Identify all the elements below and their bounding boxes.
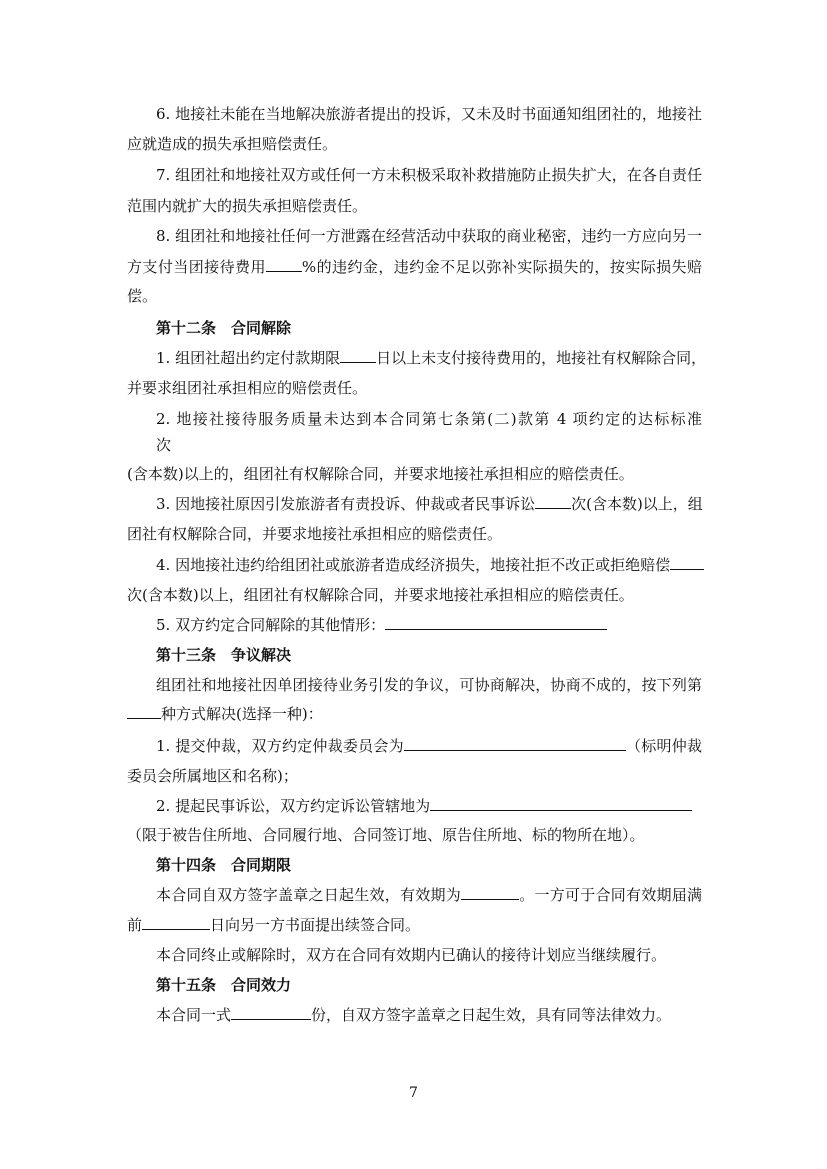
text-line: 偿。 [127,287,158,305]
text-line: 1. 组团社超出约定付款期限 日以上未支付接待费用的，地接社有权解除合同， [156,349,707,367]
text-line: 7. 组团社和地接社双方或任何一方未积极采取补救措施防止损失扩大，在各自责任 [156,166,702,184]
fill-in-blank [266,257,302,272]
text-line: 应就造成的损失承担赔偿责任。 [127,135,338,153]
fill-in-blank [385,615,607,630]
fill-in-blank [231,1005,311,1020]
page-number: 7 [409,1085,418,1101]
text-line: 本合同一式 份，自双方签字盖章之日起生效，具有同等法律效力。 [156,1006,672,1024]
text-line: 次(含本数)以上，组团社有权解除合同，并要求地接社承担相应的赔偿责任。 [127,586,634,604]
text-line: 8. 组团社和地接社任何一方泄露在经营活动中获取的商业秘密，违约一方应向另一 [156,227,702,245]
fill-in-blank [461,885,519,900]
text-line: 本合同自双方签字盖章之日起生效，有效期为 。一方可于合同有效期届满 [156,886,702,904]
text-line: （限于被告住所地、合同履行地、合同签订地、原告住所地、标的物所在地）。 [127,826,645,844]
text-line: 前 日向另一方书面提出续签合同。 [127,916,421,934]
text-line: 团社有权解除合同，并要求地接社承担相应的赔偿责任。 [127,525,503,543]
fill-in-blank [127,704,161,719]
text-line: 范围内就扩大的损失承担赔偿责任。 [127,197,368,215]
fill-in-blank [404,736,626,751]
section-heading: 第十二条 合同解除 [156,319,292,337]
fill-in-blank [670,555,704,570]
fill-in-blank [535,494,571,509]
text-line: 本合同终止或解除时，双方在合同有效期内已确认的接待计划应当继续履行。 [156,946,667,964]
text-line: 3. 因地接社原因引发旅游者有责投诉、仲裁或者民事诉讼 次(含本数)以上，组 [156,495,703,513]
text-line: 方支付当团接待费用 %的违约金，违约金不足以弥补实际损失的，按实际损失赔 [127,258,702,276]
text-line: 2. 提起民事诉讼，双方约定诉讼管辖地为 [156,796,702,816]
text-line: 2. 地接社接待服务质量未达到本合同第七条第(二)款第 4 项约定的达标标准 [156,410,702,428]
fill-in-blank [340,348,376,363]
fill-in-blank [142,915,210,930]
fill-in-blank [430,796,692,811]
text-line: 次 [156,436,172,454]
text-line: 4. 因地接社违约给组团社或旅游者造成经济损失，地接社拒不改正或拒绝赔偿 [156,555,702,575]
text-line: 委员会所属地区和名称)； [127,767,298,785]
text-line: 1. 提交仲裁，双方约定仲裁委员会为 （标明仲裁 [156,737,702,755]
section-heading: 第十四条 合同期限 [156,856,292,874]
text-line: 并要求组团社承担相应的赔偿责任。 [127,379,368,397]
text-line: 5. 双方约定合同解除的其他情形： [156,615,702,635]
text-line: (含本数)以上的，组团社有权解除合同，并要求地接社承担相应的赔偿责任。 [127,465,634,483]
section-heading: 第十三条 争议解决 [156,646,292,664]
text-line: 种方式解决(选择一种)： [127,704,702,724]
section-heading: 第十五条 合同效力 [156,976,292,994]
text-line: 6. 地接社未能在当地解决旅游者提出的投诉，又未及时书面通知组团社的，地接社 [156,105,702,123]
text-line: 组团社和地接社因单团接待业务引发的争议，可协商解决，协商不成的，按下列第 [156,676,702,694]
